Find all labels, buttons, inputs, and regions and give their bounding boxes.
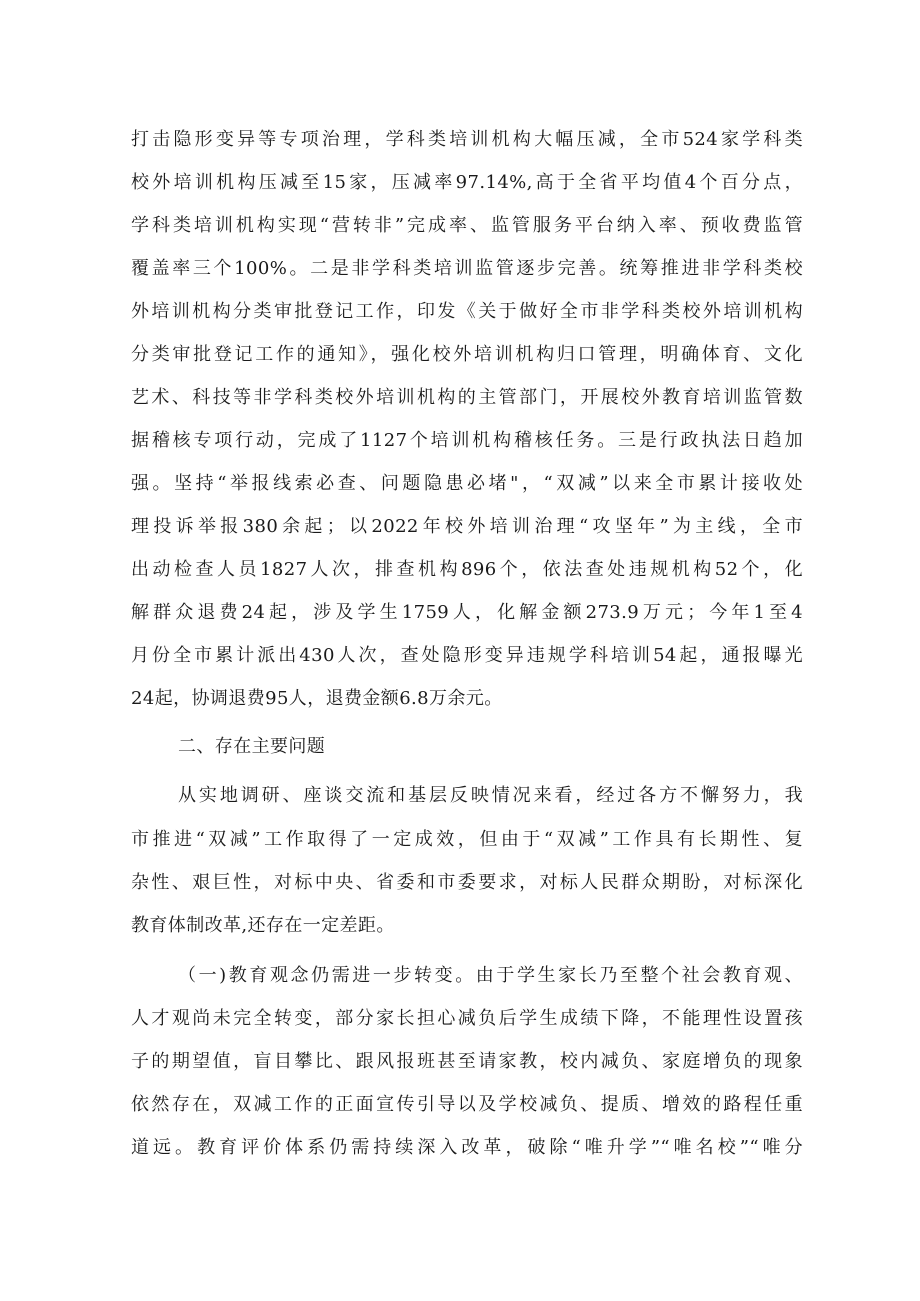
- paragraph-1-line-10: 理投诉举报380余起；以2022年校外培训治理“攻坚年”为主线，全市: [131, 516, 803, 537]
- paragraph-1-line-9: 强。坚持“举报线索必查、问题隐患必堵"，“双减”以来全市累计接收处: [131, 473, 803, 494]
- paragraph-1-line-1: 打击隐形变异等专项治理，学科类培训机构大幅压减，全市524家学科类: [131, 129, 803, 150]
- paragraph-3-line-5: 道远。教育评价体系仍需持续深入改革，破除“唯升学”“唯名校”“唯分: [131, 1137, 803, 1158]
- paragraph-3-line-1: （一)教育观念仍需进一步转变。由于学生家长乃至整个社会教育观、: [178, 965, 803, 986]
- paragraph-3-line-2: 人才观尚未完全转变，部分家长担心减负后学生成绩下降，不能理性设置孩: [131, 1008, 803, 1029]
- paragraph-1-line-14: 24起，协调退费95人，退费金额6.8万余元。: [131, 688, 503, 709]
- paragraph-1-line-2: 校外培训机构压减至15家，压减率97.14%,高于全省平均值4个百分点，: [131, 172, 803, 193]
- paragraph-2-line-4: 教育体制改革,还存在一定差距。: [131, 915, 395, 936]
- paragraph-1-line-11: 出动检查人员1827人次，排查机构896个，依法查处违规机构52个，化: [131, 559, 803, 580]
- paragraph-3-line-3: 子的期望值，盲目攀比、跟风报班甚至请家教，校内减负、家庭增负的现象: [131, 1051, 803, 1072]
- paragraph-2-line-1: 从实地调研、座谈交流和基层反映情况来看，经过各方不懈努力，我: [178, 785, 803, 806]
- paragraph-1-line-4: 覆盖率三个100%。二是非学科类培训监管逐步完善。统筹推进非学科类校: [131, 258, 803, 279]
- paragraph-1-line-13: 月份全市累计派出430人次，查处隐形变异违规学科培训54起，通报曝光: [131, 645, 803, 666]
- paragraph-1-line-5: 外培训机构分类审批登记工作，印发《关于做好全市非学科类校外培训机构: [131, 301, 803, 322]
- section-heading: 二、存在主要问题: [178, 736, 326, 757]
- paragraph-1-line-3: 学科类培训机构实现“营转非”完成率、监管服务平台纳入率、预收费监管: [131, 215, 803, 236]
- paragraph-1-line-8: 据稽核专项行动，完成了1127个培训机构稽核任务。三是行政执法日趋加: [131, 430, 803, 451]
- paragraph-1-line-7: 艺术、科技等非学科类校外培训机构的主管部门，开展校外教育培训监管数: [131, 387, 803, 408]
- paragraph-2-line-2: 市推进“双减”工作取得了一定成效，但由于“双减”工作具有长期性、复: [131, 829, 803, 850]
- paragraph-1-line-6: 分类审批登记工作的通知》，强化校外培训机构归口管理，明确体育、文化: [131, 344, 803, 365]
- paragraph-1-line-12: 解群众退费24起，涉及学生1759人，化解金额273.9万元；今年1至4: [131, 602, 803, 623]
- paragraph-3-line-4: 依然存在，双减工作的正面宣传引导以及学校减负、提质、增效的路程任重: [131, 1094, 803, 1115]
- paragraph-2-line-3: 杂性、艰巨性，对标中央、省委和市委要求，对标人民群众期盼，对标深化: [131, 872, 803, 893]
